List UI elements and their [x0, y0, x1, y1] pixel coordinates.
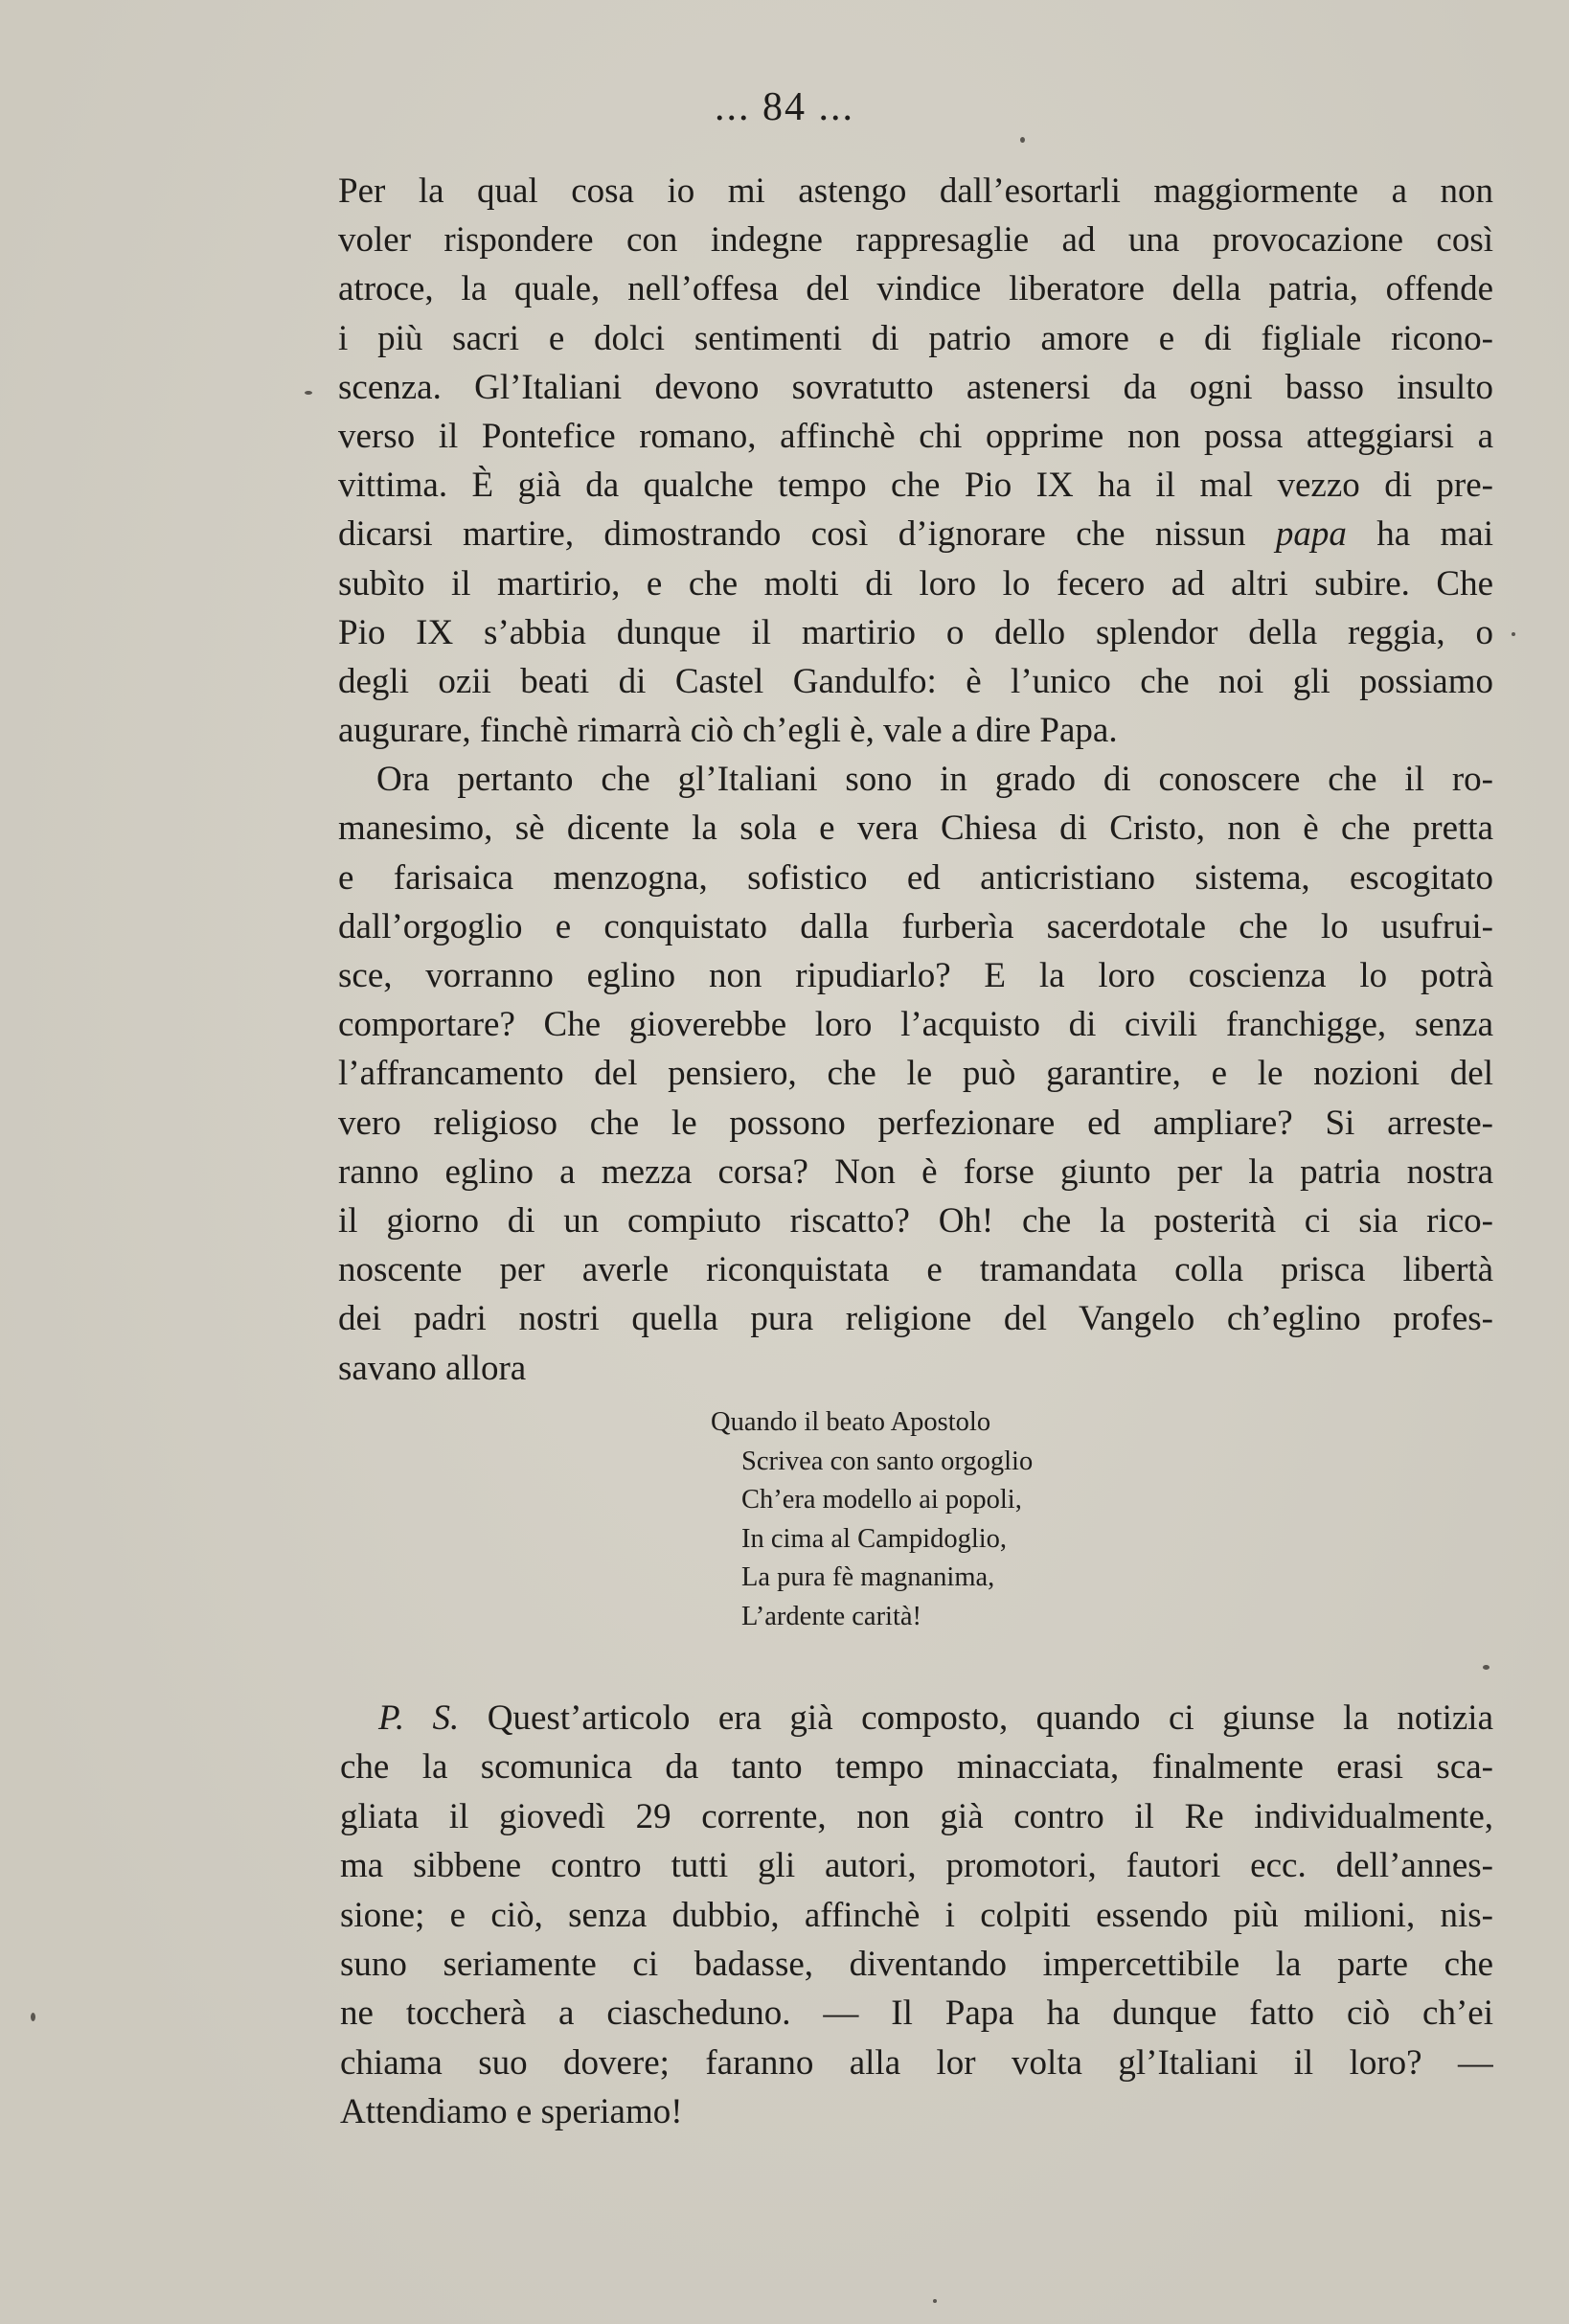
- text-line: il giorno di un compiuto riscatto? Oh! che la posterità ci sia rico-: [338, 1200, 1493, 1241]
- verse-line: Ch’era modello ai popoli,: [741, 1485, 1022, 1515]
- text-line: dicarsi martire, dimostrando così d’ignorare che nissun papa ha mai: [338, 514, 1493, 555]
- paper-speck: [1512, 632, 1515, 636]
- text-line: degli ozii beati di Castel Gandulfo: è l’unico che noi gli possiamo: [338, 661, 1493, 701]
- text-line: Ora pertanto che gl’Italiani sono in grado di conoscere che il ro-: [376, 760, 1493, 800]
- page-number: ... 84 ...: [715, 85, 854, 129]
- paper-speck: [1020, 137, 1025, 143]
- paper-speck: [933, 2299, 937, 2303]
- text-line: manesimo, sè dicente la sola e vera Chiesa di Cristo, non è che pretta: [338, 809, 1493, 849]
- paragraph-1: [338, 167, 1493, 755]
- text-line: i più sacri e dolci sentimenti di patrio amore e di figliale ricono-: [338, 318, 1493, 358]
- main-text: [338, 167, 1493, 1393]
- postscript-label: P. S.: [378, 1698, 460, 1738]
- text-line: dei padri nostri quella pura religione del Vangelo ch’eglino profes-: [338, 1299, 1493, 1339]
- verse-line: Quando il beato Apostolo: [711, 1407, 991, 1437]
- text-line: atroce, la quale, nell’offesa del vindice liberatore della patria, offende: [338, 269, 1493, 309]
- paper-speck: [305, 391, 312, 395]
- verse-line: Scrivea con santo orgoglio: [741, 1446, 1034, 1476]
- text-line: savano allora: [338, 1348, 527, 1388]
- postscript-first-line: [340, 1694, 1493, 1743]
- text-line: ma sibbene contro tutti gli autori, promotori, fautori ecc. dell’annes-: [340, 1846, 1493, 1886]
- verse-quote: [711, 1403, 1033, 1637]
- text-line: sione; e ciò, senza dubbio, affinchè i colpiti essendo più milioni, nis-: [340, 1895, 1493, 1935]
- verse-line: La pura fè magnanima,: [741, 1562, 995, 1593]
- emphasis-word: papa: [1275, 514, 1347, 555]
- text-line: chiama suo dovere; faranno alla lor volta gl’Italiani il loro? —: [340, 2042, 1493, 2083]
- text-line: comportare? Che gioverebbe loro l’acquisto di civili franchigge, senza: [338, 1005, 1493, 1045]
- text-line: e farisaica menzogna, sofistico ed anticristiano sistema, escogitato: [338, 857, 1493, 898]
- verse-line: L’ardente carità!: [741, 1601, 922, 1631]
- verse-line: In cima al Campidoglio,: [741, 1523, 1008, 1554]
- text-line: scenza. Gl’Italiani devono sovratutto astenersi da ogni basso insulto: [338, 367, 1493, 407]
- text-line: Per la qual cosa io mi astengo dall’esortarli maggiormente a non: [338, 171, 1493, 211]
- text-line: ne toccherà a ciascheduno. — Il Papa ha dunque fatto ciò ch’ei: [340, 1994, 1493, 2034]
- text-line: Pio IX s’abbia dunque il martirio o dello splendor della reggia, o: [338, 612, 1493, 652]
- text-line: augurare, finchè rimarrà ciò ch’egli è, vale a dire Papa.: [338, 711, 1118, 751]
- text-line: l’affrancamento del pensiero, che le può garantire, e le nozioni del: [338, 1054, 1493, 1094]
- postscript-first-line-text: Quest’articolo era già composto, quando ci giunse la notizia: [487, 1698, 1493, 1738]
- text-line: vittima. È già da qualche tempo che Pio IX ha il mal vezzo di pre-: [338, 466, 1493, 506]
- paper-speck: [31, 2013, 35, 2021]
- text-line: che la scomunica da tanto tempo minacciata, finalmente erasi sca-: [340, 1747, 1493, 1788]
- text-line: sce, vorranno eglino non ripudiarlo? E la loro coscienza lo potrà: [338, 956, 1493, 995]
- text-line: suno seriamente ci badasse, diventando impercettibile la parte che: [340, 1944, 1493, 1984]
- text-line: verso il Pontefice romano, affinchè chi opprime non possa atteggiarsi a: [338, 416, 1493, 456]
- text-line: gliata il giovedì 29 corrente, non già contro il Re individualmente,: [340, 1796, 1493, 1836]
- paper-speck: [1483, 1665, 1489, 1670]
- text-line: voler rispondere con indegne rappresaglie ad una provocazione così: [338, 220, 1493, 261]
- paragraph-2: [338, 755, 1493, 1392]
- text-line: dall’orgoglio e conquistato dalla furberìa sacerdotale che lo usufrui-: [338, 906, 1493, 946]
- text-line: Attendiamo e speriamo!: [340, 2092, 683, 2132]
- text-line: noscente per averle riconquistata e tramandata colla prisca libertà: [338, 1250, 1493, 1290]
- text-line: subìto il martirio, e che molti di loro lo fecero ad altri subire. Che: [338, 563, 1493, 604]
- postscript: [340, 1694, 1493, 2137]
- text-line: vero religioso che le possono perfezionare ed ampliare? Si arreste-: [338, 1103, 1493, 1143]
- text-line: ranno eglino a mezza corsa? Non è forse giunto per la patria nostra: [338, 1151, 1493, 1192]
